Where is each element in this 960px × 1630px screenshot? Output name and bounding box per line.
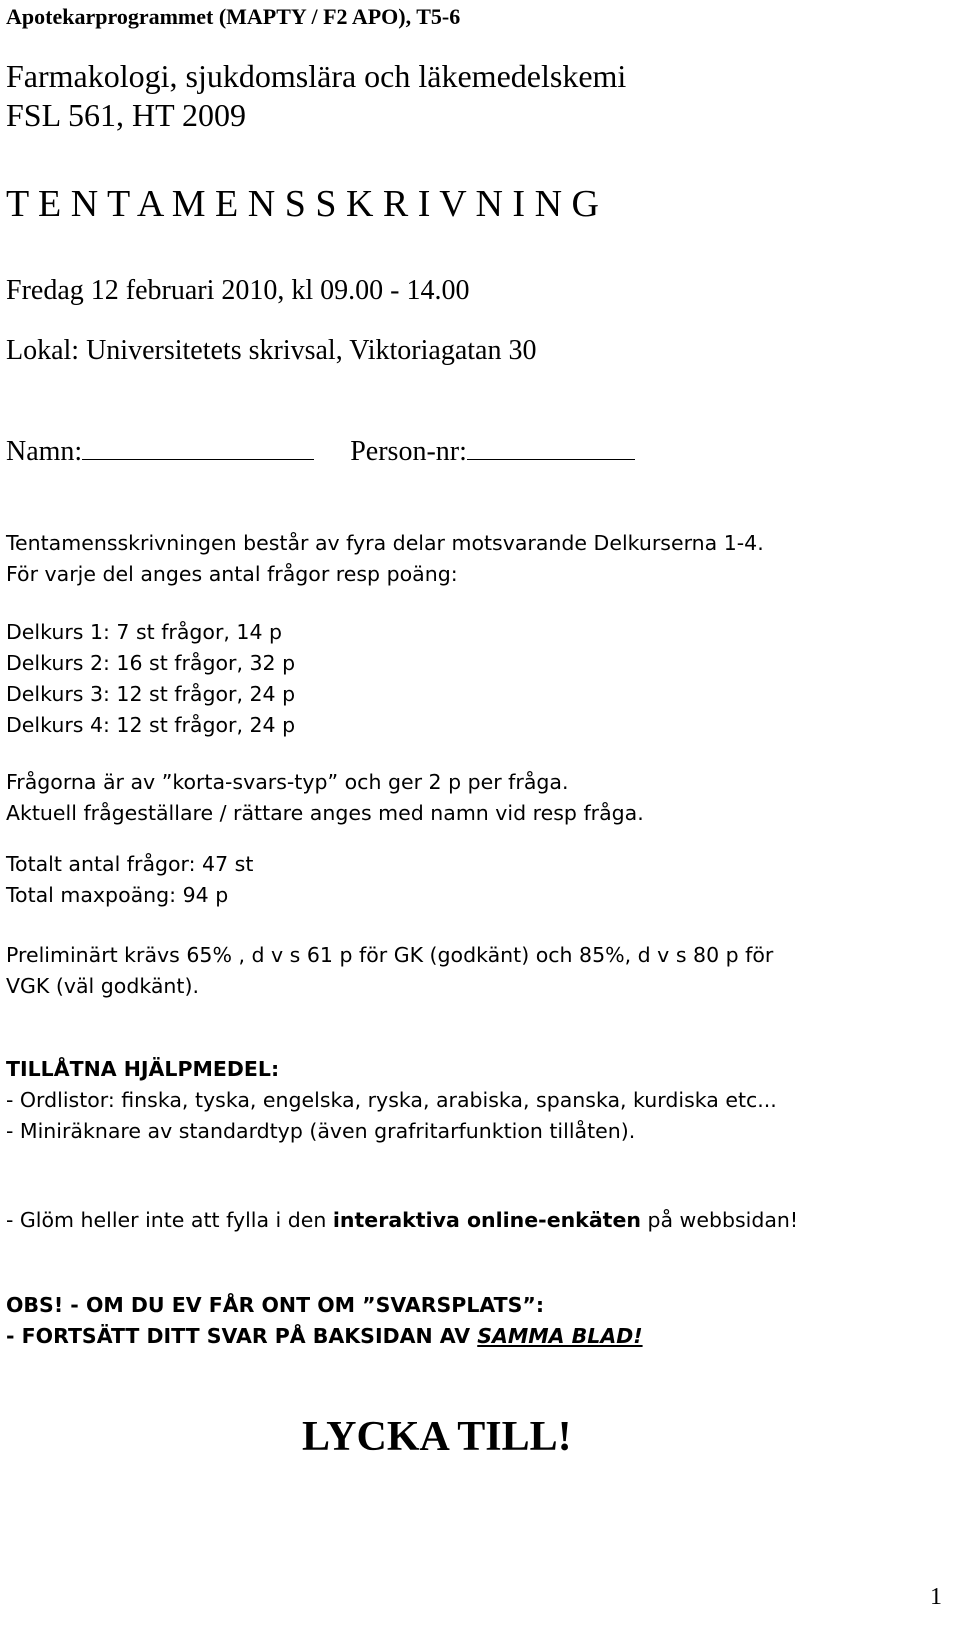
list-item: - Miniräknare av standardtyp (även grafritarfunktion tillåten). xyxy=(6,1119,636,1143)
exam-location: Lokal: Universitetets skrivsal, Viktoriagatan 30 xyxy=(6,335,537,366)
intro-line: Tentamensskrivningen består av fyra delar motsvarande Delkurserna 1-4. xyxy=(6,531,764,555)
question-type-line: Frågorna är av ”korta-svars-typ” och ger 2 p per fråga. xyxy=(6,770,569,794)
survey-link-text: interaktiva online-enkäten xyxy=(332,1208,641,1232)
obs-notice xyxy=(6,1290,643,1352)
allowed-aids xyxy=(6,1054,777,1147)
total-max-points: Total maxpoäng: 94 p xyxy=(6,883,229,907)
allowed-aids-heading: TILLÅTNA HJÄLPMEDEL: xyxy=(6,1057,280,1081)
reminder-text: - Glöm heller inte att fylla i den xyxy=(6,1208,333,1232)
grading-line: VGK (väl godkänt). xyxy=(6,974,199,998)
name-field[interactable] xyxy=(82,435,314,460)
exam-heading: T E N T A M E N S S K R I V N I N G xyxy=(6,183,599,225)
survey-reminder xyxy=(6,1205,798,1236)
list-item: Delkurs 1: 7 st frågor, 14 p xyxy=(6,620,283,644)
examiner-line: Aktuell frågeställare / rättare anges med namn vid resp fråga. xyxy=(6,801,644,825)
obs-line: OBS! - OM DU EV FÅR ONT OM ”SVARSPLATS”: xyxy=(6,1293,545,1317)
grading xyxy=(6,940,773,1002)
list-item: Delkurs 3: 12 st frågor, 24 p xyxy=(6,682,296,706)
total-questions: Totalt antal frågor: 47 st xyxy=(6,852,254,876)
intro-line: För varje del anges antal frågor resp poäng: xyxy=(6,562,458,586)
course-code: FSL 561, HT 2009 xyxy=(6,97,247,133)
list-item: Delkurs 4: 12 st frågor, 24 p xyxy=(6,713,296,737)
student-form xyxy=(6,435,635,468)
page-number: 1 xyxy=(930,1584,942,1610)
list-item: Delkurs 2: 16 st frågor, 32 p xyxy=(6,651,296,675)
grading-line: Preliminärt krävs 65% , d v s 61 p för GK (godkänt) och 85%, d v s 80 p för xyxy=(6,943,774,967)
name-label: Namn: xyxy=(6,436,83,467)
reminder-text: på webbsidan! xyxy=(640,1208,799,1232)
obs-line xyxy=(6,1321,643,1352)
course-title: Farmakologi, sjukdomslära och läkemedelskemi xyxy=(6,58,627,94)
list-item: - Ordlistor: finska, tyska, engelska, ryska, arabiska, spanska, kurdiska etc... xyxy=(6,1088,777,1112)
obs-emphasis: SAMMA BLAD! xyxy=(477,1324,643,1348)
closing-greeting: LYCKA TILL! xyxy=(302,1414,572,1460)
person-nr-label: Person-nr: xyxy=(350,436,467,467)
totals xyxy=(6,849,253,911)
parts-list xyxy=(6,617,295,741)
question-info xyxy=(6,767,644,829)
intro-paragraph xyxy=(6,528,764,590)
exam-date-time: Fredag 12 februari 2010, kl 09.00 - 14.00 xyxy=(6,275,470,306)
obs-text: - FORTSÄTT DITT SVAR PÅ BAKSIDAN AV xyxy=(6,1324,478,1348)
person-nr-field[interactable] xyxy=(467,435,635,460)
program-name: Apotekarprogrammet (MAPTY / F2 APO), T5-6 xyxy=(6,4,461,29)
